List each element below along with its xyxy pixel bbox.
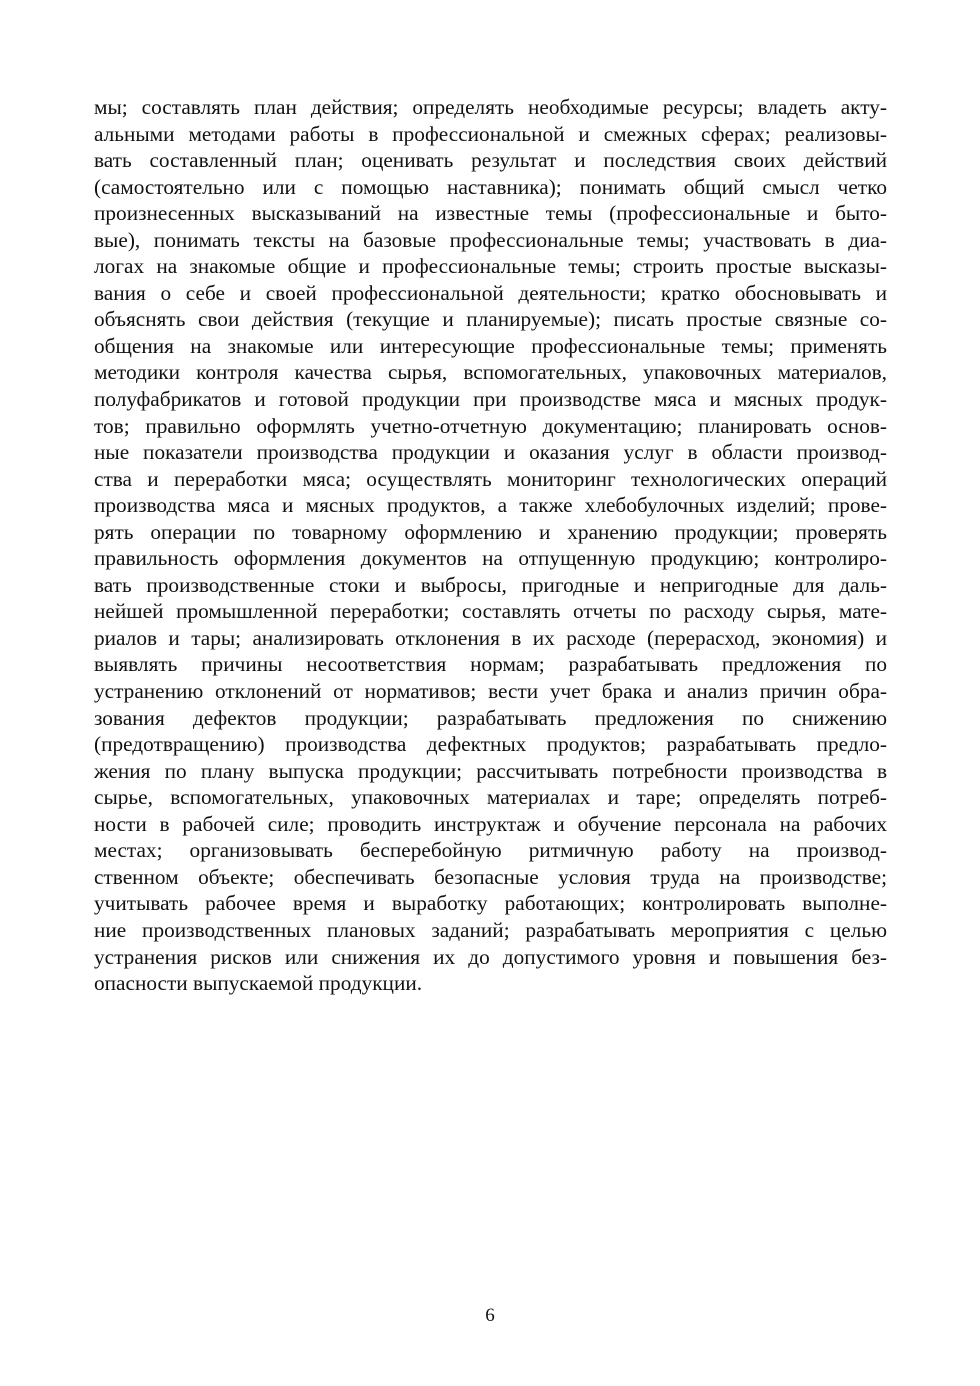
- text-line: учитывать рабочее время и выработку работающих; контролировать выполне-: [94, 891, 887, 916]
- text-line: полуфабрикатов и готовой продукции при производстве мяса и мясных продук-: [94, 387, 887, 412]
- text-line: объяснять свои действия (текущие и планируемые); писать простые связные со-: [94, 307, 887, 332]
- text-line: вания о себе и своей профессиональной деятельности; кратко обосновывать и: [94, 280, 887, 305]
- text-line: ние производственных плановых заданий; разрабатывать мероприятия с целью: [94, 917, 887, 942]
- text-line: ства и переработки мяса; осуществлять мониторинг технологических операций: [94, 466, 887, 491]
- text-line: вые), понимать тексты на базовые профессиональные темы; участвовать в диа-: [94, 227, 887, 252]
- body-paragraph: [94, 94, 887, 997]
- text-line: нейшей промышленной переработки; составлять отчеты по расходу сырья, мате-: [94, 599, 887, 624]
- text-line: ности в рабочей силе; проводить инструктаж и обучение персонала на рабочих: [94, 811, 887, 836]
- text-line: произнесенных высказываний на известные темы (профессиональные и быто-: [94, 201, 887, 226]
- text-line: вать производственные стоки и выбросы, пригодные и непригодные для даль-: [94, 572, 887, 597]
- text-line: вать составленный план; оценивать результат и последствия своих действий: [94, 148, 887, 173]
- text-line: риалов и тары; анализировать отклонения в их расходе (перерасход, экономия) и: [94, 625, 887, 650]
- text-line: логах на знакомые общие и профессиональные темы; строить простые высказы-: [94, 254, 887, 279]
- text-line: устранению отклонений от нормативов; вести учет брака и анализ причин обра-: [94, 679, 887, 704]
- text-line: местах; организовывать бесперебойную ритмичную работу на производ-: [94, 838, 887, 863]
- text-line: рять операции по товарному оформлению и хранению продукции; проверять: [94, 519, 887, 544]
- text-line: жения по плану выпуска продукции; рассчитывать потребности производства в: [94, 758, 887, 783]
- text-line: общения на знакомые или интересующие профессиональные темы; применять: [94, 333, 887, 358]
- text-line: производства мяса и мясных продуктов, а также хлебобулочных изделий; прове-: [94, 493, 887, 518]
- text-line: правильность оформления документов на отпущенную продукцию; контролиро-: [94, 546, 887, 571]
- text-line: (предотвращению) производства дефектных продуктов; разрабатывать предло-: [94, 732, 887, 757]
- text-line-last: опасности выпускаемой продукции.: [94, 971, 423, 996]
- text-line: альными методами работы в профессиональной и смежных сферах; реализовы-: [94, 121, 887, 146]
- text-line: ные показатели производства продукции и оказания услуг в области производ-: [94, 440, 887, 465]
- text-line: выявлять причины несоответствия нормам; разрабатывать предложения по: [94, 652, 887, 677]
- page-number: 6: [485, 1305, 495, 1326]
- text-line: тов; правильно оформлять учетно-отчетную документацию; планировать основ-: [94, 413, 887, 438]
- text-line: методики контроля качества сырья, вспомогательных, упаковочных материалов,: [94, 360, 887, 385]
- text-line: мы; составлять план действия; определять необходимые ресурсы; владеть акту-: [94, 95, 887, 119]
- text-line: ственном объекте; обеспечивать безопасные условия труда на производстве;: [94, 864, 887, 889]
- text-line: (самостоятельно или с помощью наставника); понимать общий смысл четко: [94, 174, 887, 199]
- text-line: устранения рисков или снижения их до допустимого уровня и повышения без-: [94, 944, 887, 969]
- text-line: сырье, вспомогательных, упаковочных материалах и таре; определять потреб-: [94, 785, 887, 810]
- text-line: зования дефектов продукции; разрабатывать предложения по снижению: [94, 705, 887, 730]
